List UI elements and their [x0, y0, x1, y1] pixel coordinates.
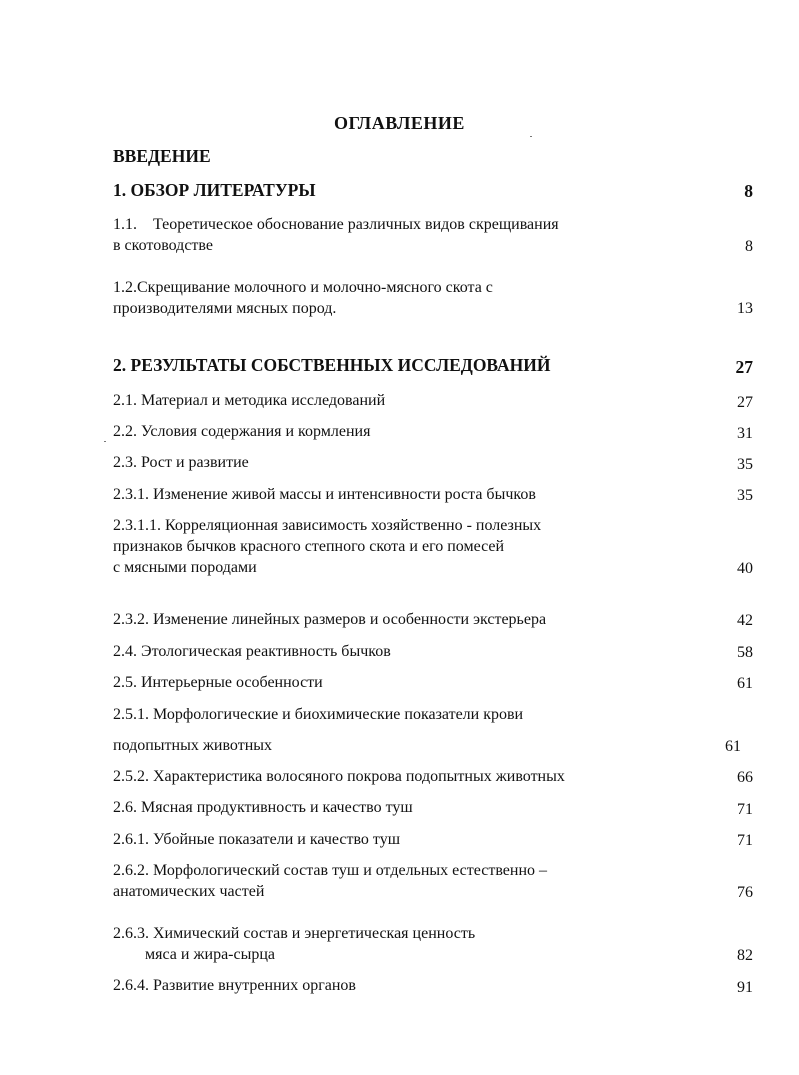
toc-entry-page: 71: [737, 801, 753, 818]
toc-entry-page: 8: [744, 181, 753, 201]
toc-entry-text: 2.1. Материал и методика исследований: [113, 392, 386, 409]
toc-entry-page: 58: [737, 644, 753, 661]
toc-entry-page: 91: [737, 979, 753, 996]
toc-entry-text: 2.3.1. Изменение живой массы и интенсивности роста бычков: [113, 486, 536, 503]
toc-entry-page: 42: [737, 612, 753, 629]
toc-entry-text: 2.5.1. Морфологические и биохимические показатели крови: [113, 706, 524, 723]
scan-speck: [104, 441, 106, 442]
toc-entry-page: 61: [725, 738, 741, 755]
toc-entry-page: 8: [745, 238, 753, 255]
toc-entry-text: 2.6.2. Морфологический состав туш и отдельных естественно – анатомических частей: [113, 862, 548, 900]
toc-entry-page: 35: [737, 456, 753, 473]
toc-entry-page: 66: [737, 769, 753, 786]
toc-entry-text: 2.2. Условия содержания и кормления: [113, 423, 371, 440]
toc-entry-page: 82: [737, 947, 753, 964]
toc-entry-text: 2.6.3. Химический состав и энергетическая ценность мяса и жира-сырца: [113, 925, 476, 963]
toc-entry-page: 35: [737, 487, 753, 504]
toc-entry-text: 2.3. Рост и развитие: [113, 454, 249, 471]
toc-title: ОГЛАВЛЕНИЕ: [334, 113, 465, 133]
toc-entry-text: подопытных животных: [113, 737, 273, 754]
toc-entry-text: 2.3.2. Изменение линейных размеров и особенности экстерьера: [113, 611, 547, 628]
toc-entry-page: 27: [735, 357, 753, 377]
toc-entry-text: ВВЕДЕНИЕ: [113, 146, 211, 166]
toc-entry-text: 2.6.1. Убойные показатели и качество туш: [113, 831, 401, 848]
toc-entry-page: 13: [737, 300, 753, 317]
toc-entry-page: 31: [737, 425, 753, 442]
toc-entry-text: 1. ОБЗОР ЛИТЕРАТУРЫ: [113, 180, 316, 200]
toc-entry-text: 2.3.1.1. Корреляционная зависимость хозяйственно - полезных признаков бычков красного степного скота и его помесей с мясными породами: [113, 517, 542, 576]
toc-entry-text: 2.6. Мясная продуктивность и качество туш: [113, 799, 413, 816]
toc-entry-text: 2.5.2. Характеристика волосяного покрова подопытных животных: [113, 768, 565, 785]
toc-entry-text: 1.2.Скрещивание молочного и молочно-мясного скота с производителями мясных пород.: [113, 279, 493, 317]
toc-entry-text: 1.1. Теоретическое обоснование различных видов скрещивания в скотоводстве: [113, 216, 559, 254]
toc-entry-page: 40: [737, 560, 753, 577]
toc-entry-page: 71: [737, 832, 753, 849]
toc-entry-text: 2.6.4. Развитие внутренних органов: [113, 977, 356, 994]
toc-entry-text: 2.4. Этологическая реактивность бычков: [113, 643, 391, 660]
toc-entry-page: 27: [737, 394, 753, 411]
toc-entry-text: 2.5. Интерьерные особенности: [113, 674, 323, 691]
scan-speck: [530, 136, 532, 137]
toc-entry-text: 2. РЕЗУЛЬТАТЫ СОБСТВЕННЫХ ИССЛЕДОВАНИЙ: [113, 355, 551, 375]
toc-entry-page: 76: [737, 884, 753, 901]
toc-entry-page: 61: [737, 675, 753, 692]
